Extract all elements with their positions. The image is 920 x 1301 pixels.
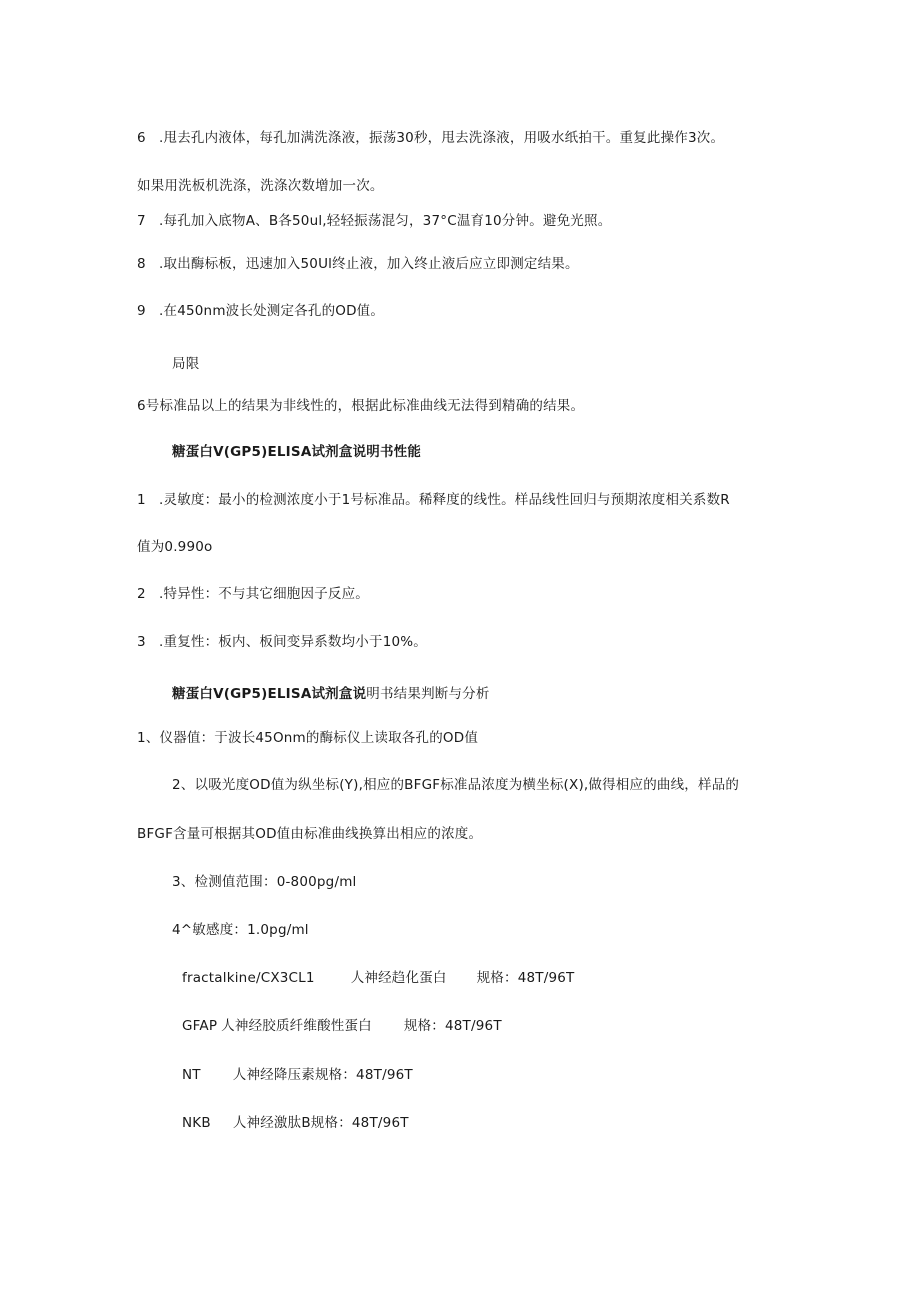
step-text: .每孔加入底物A、B各50ul,轻轻振荡混匀，37°C温育10分钟。避免光照。 — [159, 213, 612, 229]
product-name: 人神经降压素规格：48T/96T — [232, 1067, 413, 1083]
limits-title: 局限 — [172, 356, 200, 372]
item-number: 1 — [137, 492, 146, 508]
product-spec: 规格：48T/96T — [403, 1018, 502, 1034]
product-name: 人神经趋化蛋白 — [350, 970, 447, 986]
step-6 — [137, 129, 724, 147]
performance-heading: 糖蛋白V(GP5)ELISA试剂盒说明书性能 — [172, 444, 422, 460]
product-code: NKB — [182, 1115, 211, 1131]
step-text: 如果用洗板机洗涤，洗涤次数增加一次。 — [137, 178, 384, 194]
step-text: .在450nm波长处测定各孔的OD值。 — [159, 303, 385, 319]
product-code: GFAP — [182, 1018, 218, 1034]
product-row — [182, 1017, 502, 1035]
item-text: .重复性：板内、板间变异系数均小于10%。 — [159, 634, 427, 650]
product-code: NT — [182, 1067, 201, 1083]
product-row — [182, 1066, 413, 1084]
product-row — [182, 969, 575, 987]
product-spec: 规格：48T/96T — [476, 970, 575, 986]
step-7 — [137, 212, 611, 230]
step-6-continuation — [137, 177, 384, 195]
item-number: 3 — [137, 634, 146, 650]
results-item-2: 2、以吸光度OD值为纵坐标(Y),相应的BFGF标准品浓度为横坐标(X),做得相应的曲线，样品的 — [172, 777, 740, 793]
performance-item-1 — [137, 491, 730, 509]
results-item-2-continuation: BFGF含量可根据其OD值由标准曲线换算出相应的浓度。 — [137, 826, 483, 842]
limits-text: 6号标准品以上的结果为非线性的，根据此标准曲线无法得到精确的结果。 — [137, 398, 585, 414]
results-item-3: 3、检测值范围：0-800pg∕ml — [172, 874, 357, 890]
step-number: 9 — [137, 303, 146, 319]
step-text: .取出酶标板，迅速加入50Ul终止液，加入终止液后应立即测定结果。 — [159, 256, 579, 272]
results-heading-light: 明书结果判断与分析 — [366, 686, 490, 702]
item-text: 值为0.990o — [137, 539, 213, 555]
item-text: .灵敏度：最小的检测浓度小于1号标准品。稀释度的线性。样品线性回归与预期浓度相关系数R — [159, 492, 730, 508]
step-number: 6 — [137, 130, 146, 146]
performance-item-3 — [137, 633, 427, 651]
item-number: 2 — [137, 586, 146, 602]
product-row — [182, 1114, 409, 1132]
product-name: 人神经激肽B规格：48T/96T — [232, 1115, 409, 1131]
step-number: 7 — [137, 213, 146, 229]
item-text: .特异性：不与其它细胞因子反应。 — [159, 586, 369, 602]
performance-item-1-continuation — [137, 538, 213, 556]
step-9 — [137, 302, 384, 320]
step-number: 8 — [137, 256, 146, 272]
step-8 — [137, 255, 579, 273]
results-heading-bold: 糖蛋白V(GP5)ELISA试剂盒说 — [172, 686, 367, 702]
step-text: .甩去孔内液体，每孔加满洗涤液，振荡30秒，甩去洗涤液，用吸水纸拍干。重复此操作3次。 — [159, 130, 725, 146]
performance-item-2 — [137, 585, 369, 603]
results-item-1: 1、仪器值：于波长45Onm的酶标仪上读取各孔的OD值 — [137, 730, 479, 746]
results-heading — [172, 685, 490, 703]
results-item-4: 4^敏感度：1.0pg/ml — [172, 922, 309, 938]
product-name: 人神经胶质纤维酸性蛋白 — [221, 1018, 372, 1034]
product-code: fractalkine∕CX3CL1 — [182, 970, 315, 986]
